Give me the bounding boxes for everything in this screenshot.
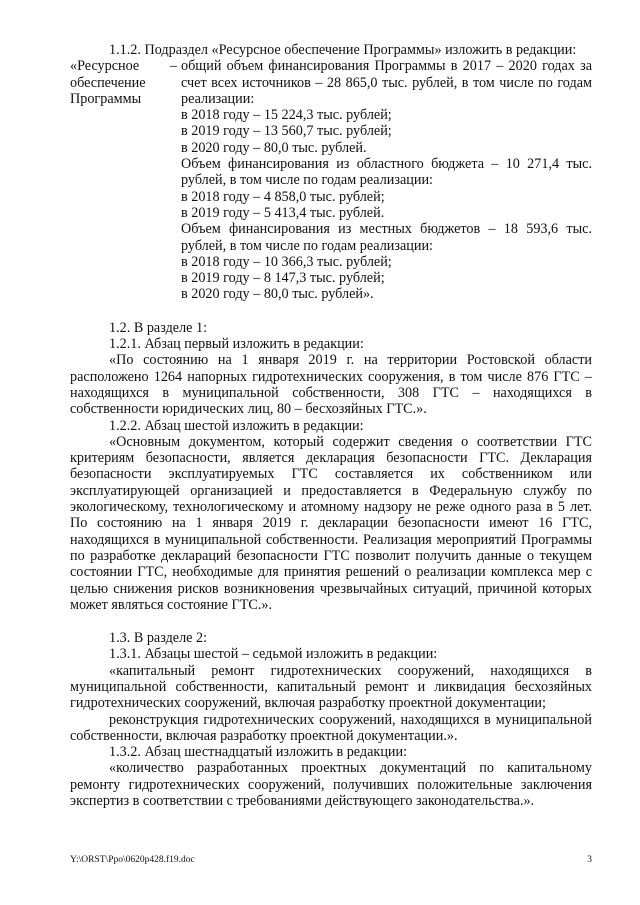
paragraph-safety-declaration: «Основным документом, который содержит сведения о соответствии ГТС критериям безопасности, является декларация безопасности ГТС. Декларация безопасности эксплуатируемых ГТС составляется их собственником или эксплуатирующей организацией и предоставляется в Федеральную службу по экологическому, технологическому и атомному надзору не реже одного раза в 5 лет. По состоянию на 1 января 2019 г. декларации безопасности имеют 16 ГТС, находящихся в муниципальной собственности. Реализация мероприятий Программы по разработке деклараций безопасности ГТС позволит получить данные о текущем состоянии ГТС, необходимые для принятия решений о реализации комплекса мер с целью снижения рисков возникновения чрезвычайных ситуаций, причиной которых может являться состояние ГТС.». [70, 433, 592, 613]
funding-total-line: общий объем финансирования Программы в 2017 – 2020 годах за счет всех источников – 28 865,0 тыс. рублей, в том числе по годам реализации: [181, 58, 592, 107]
funding-local-line: Объем финансирования из местных бюджетов – 18 593,6 тыс. рублей, в том числе по годам реализации: [181, 221, 592, 254]
resource-table-row [70, 58, 592, 302]
resource-table-label: «Ресурсное обеспечение Программы [70, 58, 146, 107]
subsection-1-2-2-heading: 1.2.2. Абзац шестой изложить в редакции: [109, 417, 364, 434]
funding-year-line: в 2020 году – 80,0 тыс. рублей». [181, 286, 374, 303]
funding-year-line: в 2019 году – 8 147,3 тыс. рублей; [181, 270, 385, 287]
paragraph-gts-count: «По состоянию на 1 января 2019 г. на территории Ростовской области расположено 1264 напорных гидротехнических сооружения, в том числе 876 ГТС – находящихся в муниципальной собственности, 308 ГТС – находящихся в собственности юридических лиц, 80 – бесхозяйных ГТС.». [70, 352, 592, 418]
funding-year-line: в 2019 году – 5 413,4 тыс. рублей. [181, 204, 385, 221]
subsection-1-3-2-heading: 1.3.2. Абзац шестнадцатый изложить в редакции: [109, 744, 408, 761]
section-1-2-heading: 1.2. В разделе 1: [109, 319, 208, 336]
funding-regional-line: Объем финансирования из областного бюджета – 10 271,4 тыс. рублей, в том числе по годам реализации: [181, 156, 592, 189]
paragraph-reconstruction: реконструкция гидротехнических сооружений, находящихся в муниципальной собственности, включая разработку проектной документации.». [70, 711, 592, 744]
paragraph-project-documentation: «количество разработанных проектных документаций по капитальному ремонту гидротехнических сооружений, получивших положительные заключения экспертиз в соответствии с требованиями действующего законодательства.». [70, 760, 592, 810]
section-heading: 1.1.2. Подраздел «Ресурсное обеспечение Программы» изложить в редакции: [109, 42, 577, 58]
document-body [70, 42, 592, 809]
subsection-1-3-1-heading: 1.3.1. Абзацы шестой – седьмой изложить в редакции: [109, 646, 438, 663]
funding-year-line: в 2018 году – 15 224,3 тыс. рублей; [181, 107, 392, 124]
file-path: Y:\ORST\Ppo\0620p428.f19.doc [70, 855, 195, 865]
page-footer [70, 855, 592, 865]
resource-table-values [181, 58, 592, 302]
page-number: 3 [587, 855, 592, 865]
paragraph-capital-repair: «капитальный ремонт гидротехнических сооружений, находящихся в муниципальной собственности, капитальный ремонт и ликвидация бесхозяйных гидротехнических сооружений, включая разработку проектной документации; [70, 662, 592, 712]
subsection-1-2-1-heading: 1.2.1. Абзац первый изложить в редакции: [109, 336, 364, 353]
funding-year-line: в 2020 году – 80,0 тыс. рублей. [181, 139, 367, 156]
section-1-3-heading: 1.3. В разделе 2: [109, 630, 208, 647]
funding-year-line: в 2018 году – 4 858,0 тыс. рублей; [181, 188, 385, 205]
funding-year-line: в 2018 году – 10 366,3 тыс. рублей; [181, 253, 392, 270]
funding-year-line: в 2019 году – 13 560,7 тыс. рублей; [181, 123, 392, 140]
resource-table-dash: – [170, 58, 178, 75]
